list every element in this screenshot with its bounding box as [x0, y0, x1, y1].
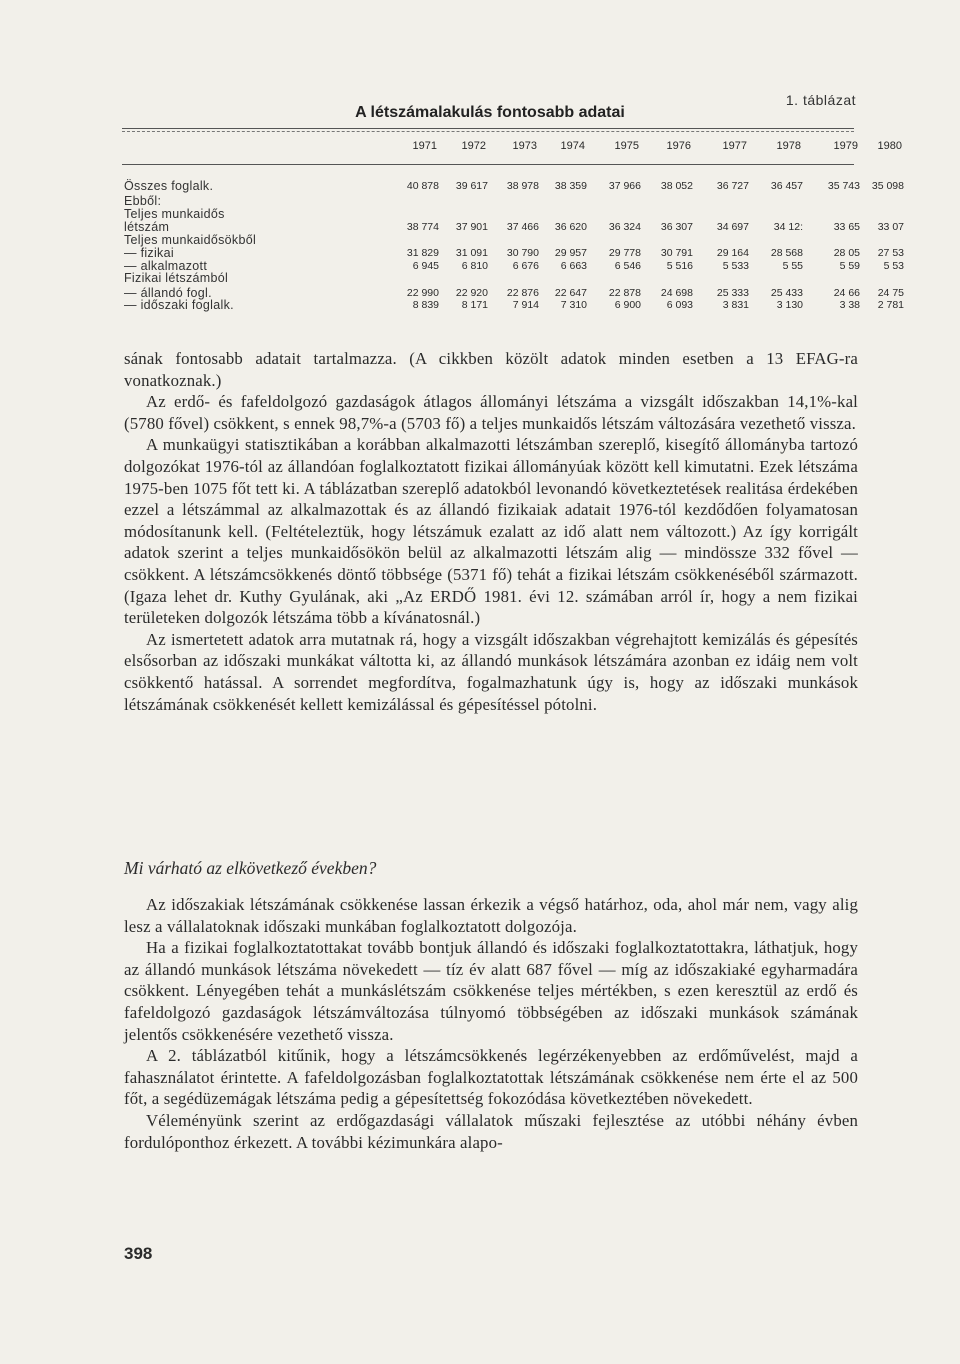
- table-cell: 36 620: [554, 221, 587, 233]
- table-row: [124, 179, 904, 194]
- row-label: Fizikai létszámból: [124, 271, 229, 285]
- table-cell: 5 53: [883, 260, 904, 272]
- year-header-cell: 1979: [833, 140, 858, 152]
- table-cell: 25 433: [770, 287, 803, 299]
- table-cell: 5 55: [782, 260, 803, 272]
- table-cell: 37 466: [506, 221, 539, 233]
- row-label: Ebből:: [124, 194, 162, 208]
- paragraph: Ha a fizikai foglalkoztatottakat tovább bontjuk állandó és időszaki foglalkoztatottakra, láthatjuk, hogy az állandó munkások létszáma növekedett — tíz év alatt 687 fővel — míg az időszakiaké egyharmadára csökkent. Lényegében tehát a munkáslétszám csökkenése teljes mértékben, s ezen keresztül az erdő és fafeldolgozó gazdaságok létszámváltozása túlnyomó többségében az időszaki munkások számának jelentős csökkenésére vezethető vissza.: [124, 938, 858, 1044]
- year-header-cell: 1975: [614, 140, 639, 152]
- table-cell: 36 307: [660, 221, 693, 233]
- table-cell: 24 698: [660, 287, 693, 299]
- table-cell: 29 164: [716, 247, 749, 259]
- table-cell: 8 171: [461, 299, 488, 311]
- paragraph: Az időszakiak létszámának csökkenése lassan érkezik a végső határhoz, oda, ahol már nem, vagy alig lesz a vállalatoknak időszaki munkában foglalkoztatott dolgozója.: [124, 895, 858, 936]
- table-cell: 37 901: [455, 221, 488, 233]
- table-cell: 22 876: [506, 287, 539, 299]
- table-cell: 6 546: [614, 260, 641, 272]
- year-header-cell: 1974: [560, 140, 585, 152]
- row-label: — fizikai: [124, 246, 174, 260]
- table-cell: 25 333: [716, 287, 749, 299]
- table-cell: 29 957: [554, 247, 587, 259]
- year-header-cell: 1972: [461, 140, 486, 152]
- table-cell: 24 66: [833, 287, 860, 299]
- row-label: Teljes munkaidősökből: [124, 233, 257, 247]
- table-cell: 36 727: [716, 180, 749, 192]
- table-cell: 6 810: [461, 260, 488, 272]
- row-label: — alkalmazott: [124, 259, 208, 273]
- year-header-cell: 1973: [512, 140, 537, 152]
- paragraph: A 2. táblázatból kitűnik, hogy a létszámcsökkenés legérzékenyebben az erdőművelést, majd a fahasználatot érintette. A fafeldolgozásban foglalkoztatottak létszámának csökkenése nem érte el az 500 főt, a segédüzemágak létszáma pedig a gépesítettség fokozódása következtében növekedett.: [124, 1046, 858, 1109]
- table-cell: 3 38: [839, 299, 860, 311]
- paragraph: Az ismertetett adatok arra mutatnak rá, hogy a vizsgált időszakban végrehajtott kemizálás és gépesítés elsősorban az időszaki munkákat váltotta ki, az állandó munkások létszámára azonban ez idáig nem volt csökkentő hatással. A sorrendet megfordítva, fogalmazhatunk úgy is, hogy az időszaki munkások létszámának csökkenését kellett kemizálással és gépesítéssel pótolni.: [124, 629, 858, 714]
- table-cell: 6 663: [560, 260, 587, 272]
- table-cell: 22 990: [406, 287, 439, 299]
- table-top-rule-secondary: [122, 131, 854, 132]
- table-cell: 31 091: [455, 247, 488, 259]
- table-number: 1. táblázat: [785, 92, 856, 108]
- paragraph: A munkaügyi statisztikában a korábban alkalmazotti létszámban szereplő, kisegítő állományba tartozó dolgozókat 1976-tól az állandóan foglalkoztatott fizikai állományúak között kell kimutatni. Ezek létszáma 1975-ben 1075 főt tett ki. A táblázatban szereplő adatokból levonandó következtetések realitása érdekében ezzel a létszámmal az alkalmazottak és az állandó fizikaiak adatait 1976-tól kezdődően folyamatosan módosítanunk kell. (Feltételeztük, hogy létszámuk ezalatt az idő alatt nem változott.) Az így korrigált adatok szerint a teljes munkaidősökön belül az alkalmazotti létszám alig — mindössze 332 fővel — csökkent. A létszámcsökkenés döntő többsége (5371 fő) tehát a fizikai létszám csökkenéséből származott. (Igaza lehet dr. Kuthy Gyulának, aki „Az ERDŐ 1981. évi 12. számában arról ír, hogy a nem fizikai területeken dolgozók létszáma több a kívánatosnál.): [124, 435, 858, 628]
- table-cell: 33 07: [877, 221, 904, 233]
- table-cell: 40 878: [406, 180, 439, 192]
- table-cell: 30 790: [506, 247, 539, 259]
- table-cell: 33 65: [833, 221, 860, 233]
- section-heading: Mi várható az elkövetkező években?: [124, 858, 377, 878]
- table-cell: 27 53: [877, 247, 904, 259]
- table-row: [124, 298, 904, 313]
- table-year-header: [0, 140, 960, 156]
- table-cell: 36 457: [770, 180, 803, 192]
- year-header-cell: 1976: [666, 140, 691, 152]
- table-cell: 6 093: [666, 299, 693, 311]
- body-text-upper: [124, 348, 858, 715]
- table-cell: 5 516: [666, 260, 693, 272]
- table-cell: 38 978: [506, 180, 539, 192]
- table-cell: 8 839: [412, 299, 439, 311]
- year-header-cell: 1978: [776, 140, 801, 152]
- table-cell: 5 533: [722, 260, 749, 272]
- table-cell: 34 697: [716, 221, 749, 233]
- table-cell: 37 966: [608, 180, 641, 192]
- table-cell: 22 878: [608, 287, 641, 299]
- table-cell: 38 052: [660, 180, 693, 192]
- table-cell: 31 829: [406, 247, 439, 259]
- table-cell: 38 774: [406, 221, 439, 233]
- table-top-rule: [122, 128, 854, 129]
- body-text-lower: [124, 894, 858, 1153]
- paragraph: Véleményünk szerint az erdőgazdasági vállalatok műszaki fejlesztése az utóbbi néhány évben fordulóponthoz érkezett. A további kézimunkára alapo-: [124, 1110, 858, 1152]
- row-label: létszám: [124, 220, 170, 234]
- year-header-cell: 1977: [722, 140, 747, 152]
- table-cell: 22 647: [554, 287, 587, 299]
- table-cell: 35 743: [827, 180, 860, 192]
- table-cell: 29 778: [608, 247, 641, 259]
- table-row: [124, 271, 864, 286]
- table-cell: 3 831: [722, 299, 749, 311]
- table-cell: 6 676: [512, 260, 539, 272]
- table-cell: 30 791: [660, 247, 693, 259]
- row-label: Teljes munkaidős: [124, 207, 225, 221]
- row-label: — időszaki foglalk.: [124, 298, 234, 312]
- row-label: Összes foglalk.: [124, 179, 214, 193]
- table-cell: 3 130: [776, 299, 803, 311]
- table-cell: 7 914: [512, 299, 539, 311]
- table-cell: 35 098: [871, 180, 904, 192]
- table-cell: 6 945: [412, 260, 439, 272]
- page-number: 398: [124, 1244, 153, 1263]
- table-cell: 39 617: [455, 180, 488, 192]
- table-cell: 6 900: [614, 299, 641, 311]
- paragraph: Az erdő- és fafeldolgozó gazdaságok átlagos állományi létszáma a vizsgált időszakban 14,1%-kal (5780 fővel) csökkent, s ennek 98,7%-a (5703 fő) a teljes munkaidős létszám változására vezethető vissza.: [124, 392, 858, 433]
- year-header-cell: 1980: [877, 140, 902, 152]
- table-title: A létszámalakulás fontosabb adatai: [355, 104, 625, 121]
- row-label: — állandó fogl.: [124, 286, 212, 300]
- table-cell: 7 310: [560, 299, 587, 311]
- table-cell: 34 12:: [773, 221, 803, 233]
- table-header-rule: [122, 164, 854, 165]
- table-cell: 2 781: [877, 299, 904, 311]
- table-cell: 24 75: [877, 287, 904, 299]
- table-cell: 22 920: [455, 287, 488, 299]
- table-cell: 36 324: [608, 221, 641, 233]
- table-cell: 28 568: [770, 247, 803, 259]
- paragraph: sának fontosabb adatait tartalmazza. (A cikkben közölt adatok minden esetben a 13 EFAG-ra vonatkoznak.): [124, 349, 858, 390]
- table-cell: 5 59: [839, 260, 860, 272]
- table-cell: 28 05: [833, 247, 860, 259]
- table-cell: 38 359: [554, 180, 587, 192]
- year-header-cell: 1971: [412, 140, 437, 152]
